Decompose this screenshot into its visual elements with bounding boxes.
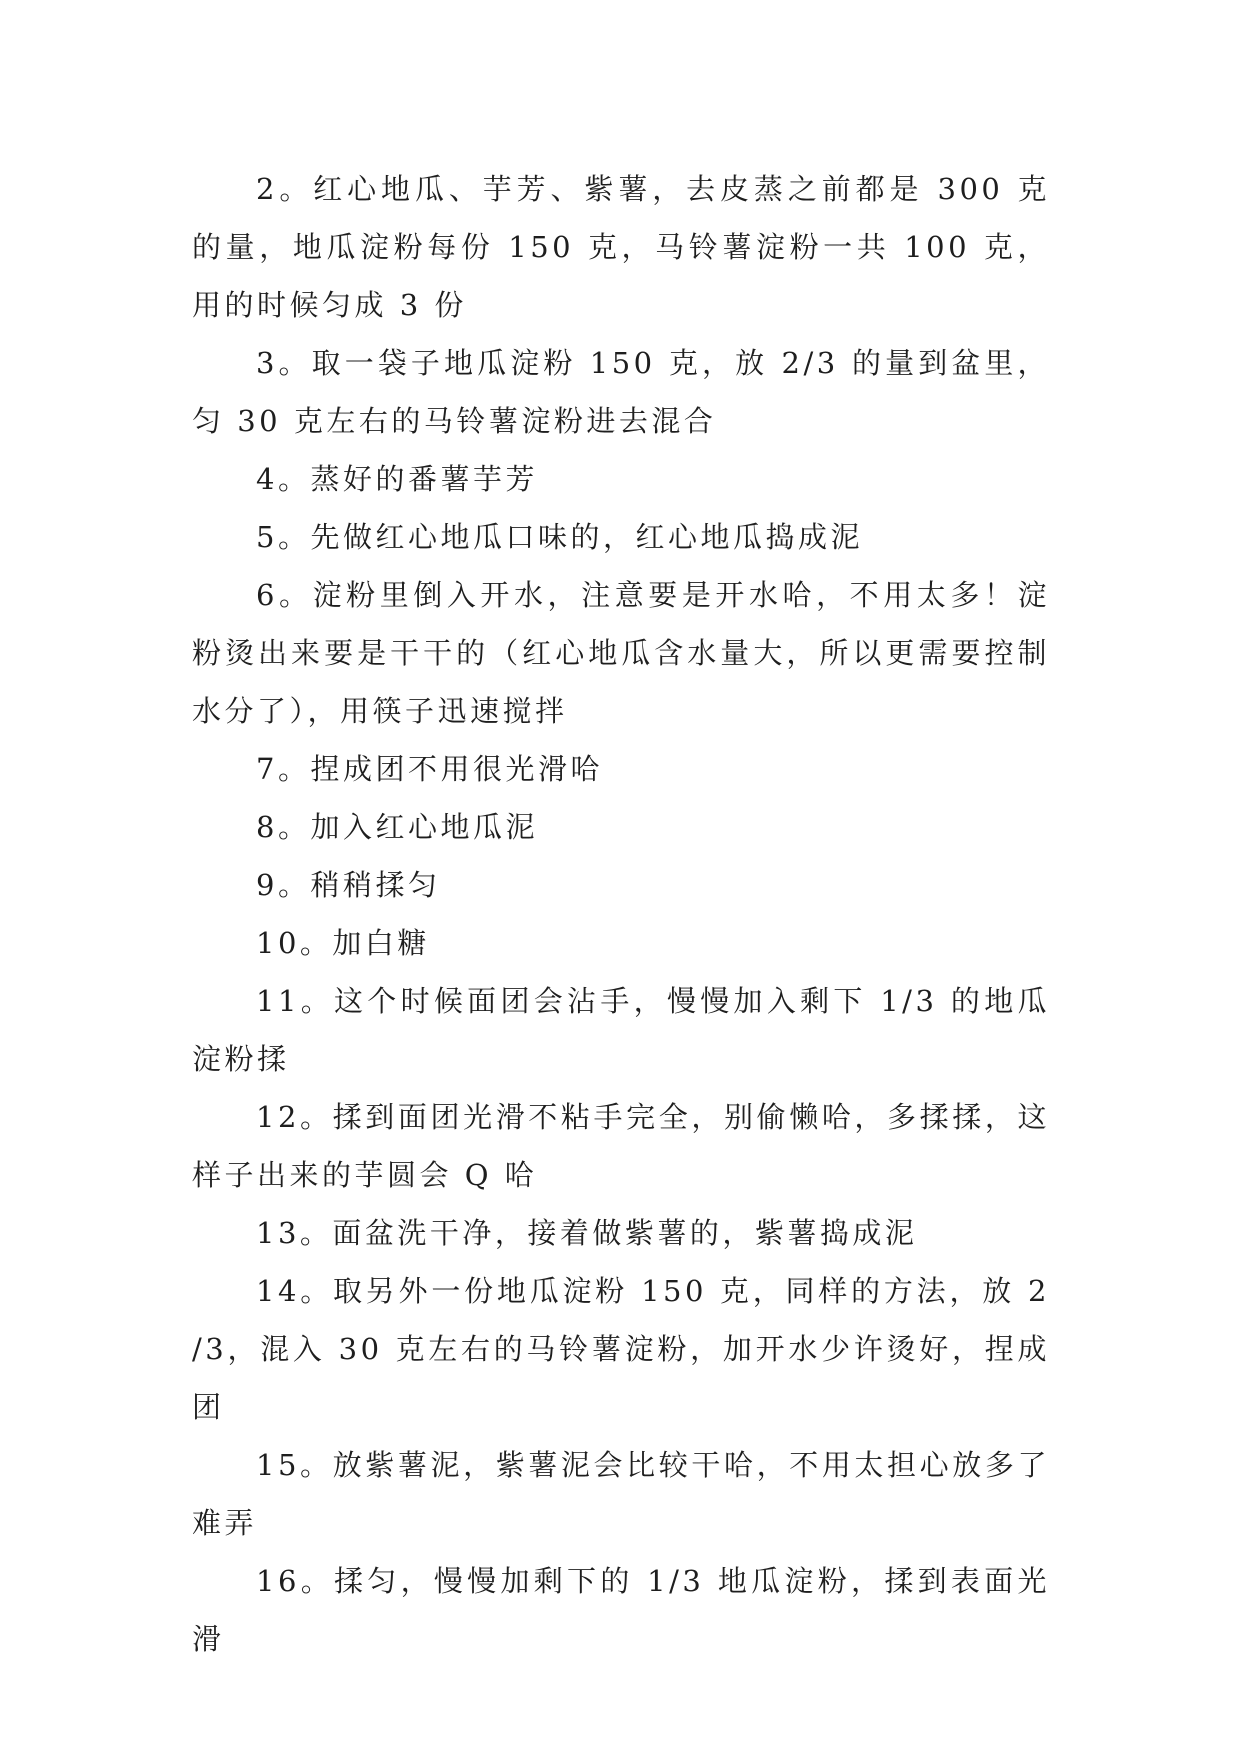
step-paragraph: 13。面盆洗干净，接着做紫薯的，紫薯捣成泥: [256, 1216, 918, 1250]
step-paragraph: 8。加入红心地瓜泥: [256, 810, 538, 844]
step-paragraph: 9。稍稍揉匀: [256, 868, 441, 902]
step-paragraph: 15。放紫薯泥，紫薯泥会比较干哈，不用太担心放多了难弄: [192, 1448, 1050, 1540]
recipe-steps: [192, 160, 1050, 1668]
step-paragraph: 16。揉匀，慢慢加剩下的 1/3 地瓜淀粉，揉到表面光滑: [192, 1564, 1050, 1656]
step-paragraph: 11。这个时候面团会沾手，慢慢加入剩下 1/3 的地瓜淀粉揉: [192, 984, 1050, 1076]
step-paragraph: 10。加白糖: [256, 926, 430, 960]
step-paragraph: 3。取一袋子地瓜淀粉 150 克，放 2/3 的量到盆里，匀 30 克左右的马铃薯淀粉进去混合: [192, 346, 1050, 438]
step-paragraph: 6。淀粉里倒入开水，注意要是开水哈，不用太多！淀粉烫出来要是干干的（红心地瓜含水量大，所以更需要控制水分了），用筷子迅速搅拌: [192, 578, 1050, 728]
step-paragraph: 12。揉到面团光滑不粘手完全，别偷懒哈，多揉揉，这样子出来的芋圆会 Q 哈: [192, 1100, 1050, 1192]
step-paragraph: 14。取另外一份地瓜淀粉 150 克，同样的方法，放 2/3，混入 30 克左右的马铃薯淀粉，加开水少许烫好，捏成团: [192, 1274, 1050, 1424]
step-paragraph: 4。蒸好的番薯芋芳: [256, 462, 538, 496]
step-paragraph: 7。捏成团不用很光滑哈: [256, 752, 603, 786]
step-paragraph: 5。先做红心地瓜口味的，红心地瓜捣成泥: [256, 520, 863, 554]
step-paragraph: 2。红心地瓜、芋芳、紫薯，去皮蒸之前都是 300 克的量，地瓜淀粉每份 150 克，马铃薯淀粉一共 100 克，用的时候匀成 3 份: [192, 172, 1050, 322]
